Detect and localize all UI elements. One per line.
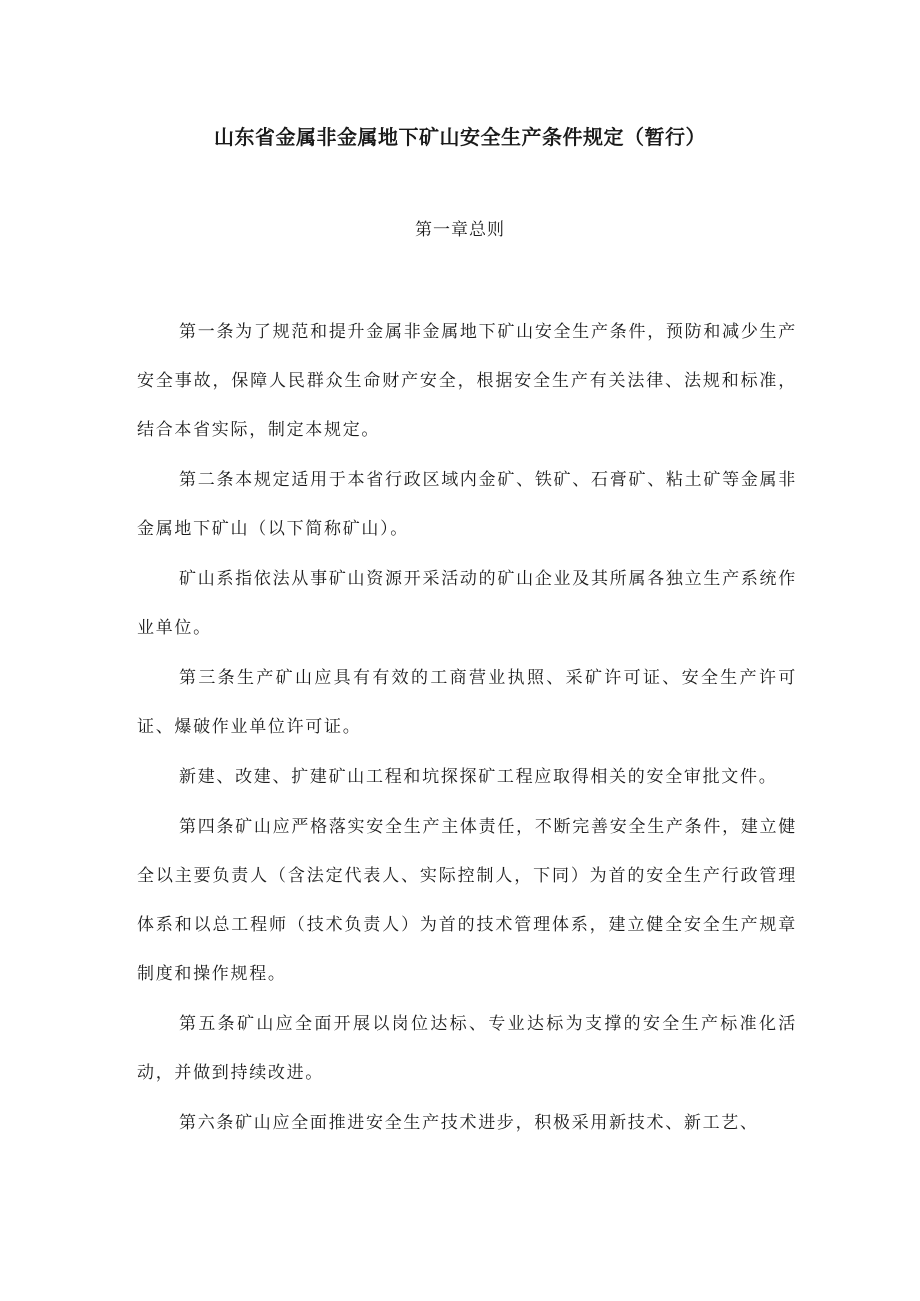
chapter-title: 第一章总则 [415, 220, 505, 240]
paragraph-approval-documents: 新建、改建、扩建矿山工程和坑探探矿工程应取得相关的安全审批文件。 [179, 767, 778, 787]
paragraph-article-2: 第二条本规定适用于本省行政区域内金矿、铁矿、石膏矿、粘土矿等金属非金属地下矿山（以下简称矿山）。 [137, 470, 797, 539]
document-body [137, 308, 797, 1149]
paragraph-article-1: 第一条为了规范和提升金属非金属地下矿山安全生产条件，预防和减少生产安全事故，保障人民群众生命财产安全，根据安全生产有关法律、法规和标准，结合本省实际，制定本规定。 [137, 322, 797, 440]
paragraph-article-5: 第五条矿山应全面开展以岗位达标、专业达标为支撑的安全生产标准化活动，并做到持续改进。 [137, 1014, 797, 1083]
paragraph-article-4: 第四条矿山应严格落实安全生产主体责任，不断完善安全生产条件，建立健全以主要负责人（含法定代表人、实际控制人，下同）为首的安全生产行政管理体系和以总工程师（技术负责人）为首的技术管理体系，建立健全安全生产规章制度和操作规程。 [137, 817, 797, 984]
paragraph-article-6: 第六条矿山应全面推进安全生产技术进步，积极采用新技术、新工艺、 [179, 1113, 759, 1133]
paragraph-mine-definition: 矿山系指依法从事矿山资源开采活动的矿山企业及其所属各独立生产系统作业单位。 [137, 569, 797, 638]
document-title: 山东省金属非金属地下矿山安全生产条件规定（暂行） [214, 125, 706, 149]
paragraph-article-3: 第三条生产矿山应具有有效的工商营业执照、采矿许可证、安全生产许可证、爆破作业单位许可证。 [137, 668, 797, 737]
